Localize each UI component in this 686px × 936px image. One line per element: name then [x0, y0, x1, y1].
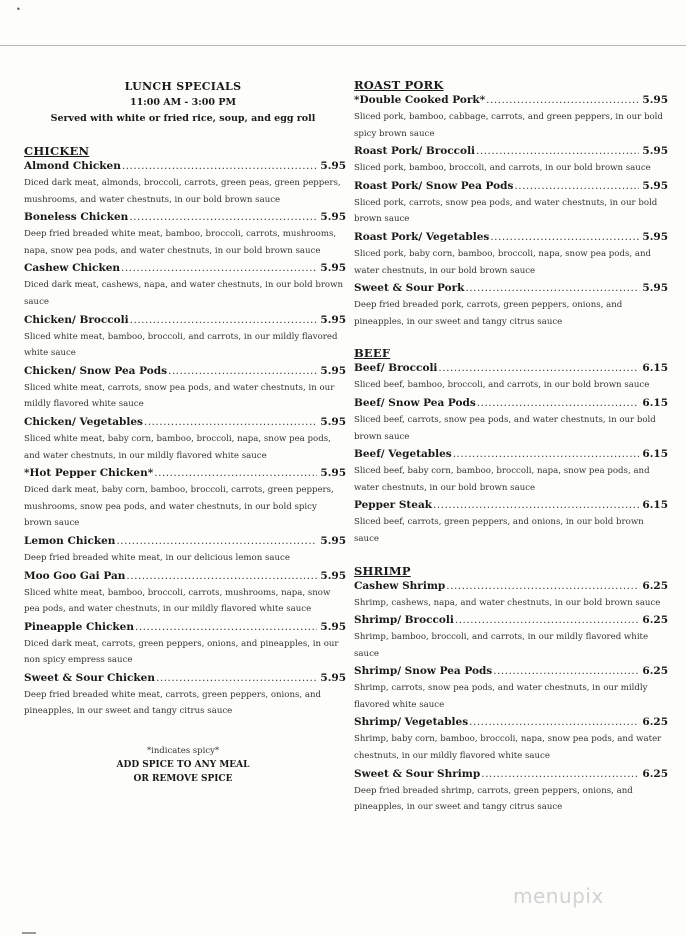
corner-mark: • — [16, 5, 21, 14]
menu-item — [354, 179, 668, 228]
menu-item-name: Cashew Chicken — [24, 262, 121, 275]
menu-item-line — [354, 93, 668, 108]
menu-item — [354, 498, 668, 547]
menu-item-name: Shrimp/ Broccoli — [354, 614, 454, 627]
menu-item-line — [24, 261, 346, 276]
remove-spice-note: OR REMOVE SPICE — [133, 774, 233, 785]
menu-item — [354, 144, 668, 177]
menu-item-price: 6.15 — [642, 448, 668, 461]
dot-leader — [490, 230, 639, 245]
roast-pork-items — [354, 93, 668, 330]
menu-item — [354, 281, 668, 330]
dot-leader — [453, 447, 640, 462]
menu-item-description: Deep fried breaded white meat, bamboo, broccoli, carrots, mushrooms, napa, snow pea pods, and water chestnuts, in our bold brown sauce — [24, 229, 337, 256]
dot-leader — [154, 466, 317, 481]
menu-item — [354, 93, 668, 142]
add-spice-note: ADD SPICE TO ANY MEAL — [116, 760, 250, 771]
menu-item — [354, 361, 668, 394]
spice-note — [24, 746, 342, 784]
dot-leader — [469, 715, 639, 730]
menu-item-description: Sliced white meat, baby corn, bamboo, broccoli, napa, snow pea pods, and water chestnuts, in our mildly flavored white sauce — [24, 433, 331, 461]
menu-item-description: Deep fried breaded white meat, in our delicious lemon sauce — [24, 552, 290, 563]
menu-item-line — [354, 179, 668, 194]
spicy-indicator-note: *indicates spicy* — [146, 746, 220, 757]
menu-item-name: Sweet & Sour Chicken — [24, 671, 155, 684]
menu-item-price: 5.95 — [642, 145, 668, 158]
dot-leader — [121, 261, 317, 276]
section-title-beef: BEEF — [354, 346, 391, 361]
menu-item-name: Beef/ Broccoli — [354, 362, 438, 375]
menu-item-line — [354, 664, 668, 679]
menu-item-line — [354, 498, 668, 513]
menu-item-price: 5.95 — [320, 313, 346, 326]
menu-item — [24, 671, 346, 720]
roast-pork-section — [354, 78, 668, 330]
chicken-section — [24, 144, 346, 720]
menu-item-price: 5.95 — [642, 179, 668, 192]
menu-item-line — [24, 159, 346, 174]
section-title-roast-pork: ROAST PORK — [354, 78, 444, 92]
menu-item-description: Sliced beef, baby corn, bamboo, broccoli, napa, snow pea pods, and water chestnuts, in our bold brown sauce — [354, 466, 650, 493]
page-title: LUNCH SPECIALS — [124, 80, 242, 93]
lunch-specials-header — [24, 80, 342, 124]
dot-leader — [144, 415, 318, 430]
menu-item-description: Sliced white meat, bamboo, broccoli, and carrots, in our mildly flavored white sauce — [24, 331, 338, 359]
dot-leader — [129, 210, 317, 225]
menu-item-name: *Hot Pepper Chicken* — [24, 467, 154, 480]
menu-item-line — [354, 715, 668, 730]
chicken-items — [24, 159, 346, 720]
section-title-shrimp: SHRIMP — [354, 563, 411, 578]
menu-item-price: 5.95 — [320, 160, 346, 172]
menu-item — [354, 447, 668, 496]
menu-item — [354, 664, 668, 713]
menu-item — [24, 620, 346, 669]
menu-item-name: Moo Goo Gai Pan — [24, 569, 126, 582]
menu-item-description: Shrimp, baby corn, bamboo, broccoli, napa, snow pea pods, and water chestnuts, in our mildly flavored white sauce — [354, 734, 662, 762]
menu-item-line — [354, 361, 668, 376]
menu-item — [24, 261, 346, 310]
menu-item-price: 6.25 — [642, 716, 668, 729]
menu-item-line — [24, 534, 346, 549]
menu-item-line — [354, 579, 668, 594]
menu-item-description: Diced dark meat, almonds, broccoli, carrots, green peas, green peppers, mushrooms, and water chestnuts, in our bold brown sauce — [24, 178, 341, 205]
menu-item-description: Diced dark meat, cashews, napa, and water chestnuts, in our bold brown sauce — [24, 280, 343, 307]
menu-item-price: 5.95 — [320, 671, 346, 684]
menu-item-price: 6.25 — [642, 579, 668, 592]
menu-item-name: Pineapple Chicken — [24, 620, 134, 633]
menu-item-line — [24, 671, 346, 686]
shrimp-section — [354, 564, 668, 816]
menu-item-name: Beef/ Vegetables — [354, 448, 452, 461]
menu-item-price: 5.95 — [320, 620, 346, 633]
dot-leader — [168, 364, 317, 379]
menu-item-price: 5.95 — [642, 282, 668, 295]
section-title-chicken: CHICKEN — [24, 144, 90, 158]
menu-item-line — [24, 466, 346, 481]
dot-leader — [476, 144, 639, 159]
menu-item-line — [354, 144, 668, 159]
dot-leader — [116, 534, 317, 549]
menu-item-description: Sliced beef, bamboo, broccoli, and carrots, in our bold brown sauce — [354, 380, 650, 391]
menu-item-price: 6.25 — [642, 614, 668, 627]
menu-item-price: 6.15 — [642, 396, 668, 409]
dot-leader — [122, 159, 318, 174]
dot-leader — [477, 396, 640, 411]
menu-item-line — [354, 767, 668, 782]
dot-leader — [130, 313, 318, 328]
menu-item-name: Chicken/ Vegetables — [24, 415, 143, 428]
dot-leader — [433, 498, 639, 513]
menu-item-price: 5.95 — [320, 211, 346, 224]
menu-item-price: 5.95 — [642, 230, 668, 243]
beef-items — [354, 361, 668, 547]
menu-item-name: Chicken/ Snow Pea Pods — [24, 364, 167, 377]
menu-item-line — [24, 364, 346, 379]
right-column — [354, 78, 668, 818]
menu-item-line — [24, 210, 346, 225]
menu-item-name: Shrimp/ Snow Pea Pods — [354, 665, 493, 678]
menu-item — [24, 466, 346, 532]
menu-item-name: *Double Cooked Pork* — [354, 94, 486, 106]
dot-leader — [156, 671, 317, 686]
menu-item — [24, 210, 346, 259]
menu-item-name: Lemon Chicken — [24, 534, 116, 547]
dot-leader — [438, 361, 639, 376]
menu-item-line — [24, 313, 346, 328]
menu-item-name: Cashew Shrimp — [354, 579, 446, 592]
menupix-watermark: menupix — [513, 884, 604, 908]
menu-item-name: Boneless Chicken — [24, 211, 129, 224]
menu-item — [354, 579, 668, 612]
menu-item-name: Almond Chicken — [24, 160, 121, 172]
menu-item-name: Chicken/ Broccoli — [24, 313, 129, 326]
menu-item-price: 5.95 — [320, 364, 346, 377]
menu-item-line — [354, 396, 668, 411]
menu-item-description: Shrimp, carrots, snow pea pods, and water chestnuts, in our mildly flavored white sauce — [354, 683, 648, 710]
menu-item-price: 6.15 — [642, 499, 668, 512]
menu-item-price: 5.95 — [320, 262, 346, 275]
beef-section — [354, 346, 668, 547]
menu-item-description: Shrimp, bamboo, broccoli, and carrots, in our mildly flavored white sauce — [354, 632, 649, 659]
menu-item — [24, 415, 346, 464]
menu-item-description: Sliced pork, bamboo, broccoli, and carrots, in our bold brown sauce — [354, 163, 651, 174]
menu-item-line — [24, 415, 346, 430]
menu-item — [354, 613, 668, 662]
menu-item-price: 5.95 — [320, 467, 346, 480]
menu-item-name: Roast Pork/ Broccoli — [354, 145, 476, 158]
dot-leader — [446, 579, 639, 594]
serving-hours: 11:00 AM - 3:00 PM — [129, 97, 236, 108]
menu-item — [354, 715, 668, 764]
dot-leader — [455, 613, 640, 628]
menu-item — [24, 569, 346, 618]
menu-item-description: Sliced pork, carrots, snow pea pods, and water chestnuts, in our bold brown sauce — [354, 197, 658, 225]
menu-item-description: Sliced white meat, carrots, snow pea pods, and water chestnuts, in our mildly flavored white sauce — [24, 382, 335, 410]
menu-item-description: Sliced beef, carrots, snow pea pods, and water chestnuts, in our bold brown sauce — [354, 414, 656, 442]
dot-leader — [126, 569, 317, 584]
menu-item-description: Diced dark meat, baby corn, bamboo, broccoli, carrots, green peppers, mushrooms, snow pea pods, and water chestnuts, in our bold spicy brown sauce — [24, 485, 334, 529]
menu-item-name: Roast Pork/ Snow Pea Pods — [354, 179, 514, 192]
menu-item-description: Diced dark meat, carrots, green peppers, onions, and pineapples, in our non spicy empress sauce — [24, 638, 339, 666]
menu-item-price: 5.95 — [320, 534, 346, 547]
dot-leader — [481, 767, 639, 782]
page-divider — [0, 45, 686, 46]
dot-leader — [486, 93, 639, 108]
menu-item-description: Deep fried breaded pork, carrots, green peppers, onions, and pineapples, in our sweet and tangy citrus sauce — [354, 300, 623, 327]
menu-item — [24, 364, 346, 413]
menu-item-description: Deep fried breaded shrimp, carrots, green peppers, onions, and pineapples, in our sweet and tangy citrus sauce — [354, 785, 633, 813]
dot-leader — [493, 664, 639, 679]
menu-item-line — [354, 230, 668, 245]
menu-item-description: Sliced pork, bamboo, cabbage, carrots, and green peppers, in our bold spicy brown sauce — [354, 112, 663, 139]
menu-item-description: Sliced beef, carrots, green peppers, and onions, in our bold brown sauce — [354, 517, 644, 544]
left-column — [24, 78, 346, 784]
bottom-edge-mark — [22, 932, 36, 934]
menu-item-price: 6.25 — [642, 665, 668, 678]
menu-item — [354, 230, 668, 279]
menu-item — [354, 767, 668, 816]
menu-item-name: Sweet & Sour Shrimp — [354, 767, 481, 780]
menu-item-line — [24, 569, 346, 584]
shrimp-items — [354, 579, 668, 816]
menu-item — [354, 396, 668, 445]
menu-item — [24, 313, 346, 362]
menu-item-price: 5.95 — [642, 94, 668, 106]
menu-item-name: Sweet & Sour Pork — [354, 282, 465, 295]
menu-item-line — [354, 447, 668, 462]
menu-item-name: Pepper Steak — [354, 499, 433, 512]
menu-item-price: 6.15 — [642, 362, 668, 375]
menu-item-line — [24, 620, 346, 635]
menu-item-price: 6.25 — [642, 767, 668, 780]
menu-item-line — [354, 613, 668, 628]
menu-item-description: Sliced white meat, bamboo, broccoli, carrots, mushrooms, napa, snow pea pods, and water chestnuts, in our mildly flavored white sauce — [24, 587, 331, 615]
menu-item — [24, 534, 346, 567]
menu-item-price: 5.95 — [320, 415, 346, 428]
served-with-note: Served with white or fried rice, soup, and egg roll — [50, 113, 316, 124]
menu-item-name: Shrimp/ Vegetables — [354, 716, 469, 729]
dot-leader — [465, 281, 639, 296]
menu-item-description: Deep fried breaded white meat, carrots, green peppers, onions, and pineapples, in our sweet and tangy citrus sauce — [24, 689, 322, 717]
dot-leader — [514, 179, 639, 194]
menu-item-description: Shrimp, cashews, napa, and water chestnuts, in our bold brown sauce — [354, 597, 661, 608]
menu-item-price: 5.95 — [320, 569, 346, 582]
menu-item-line — [354, 281, 668, 296]
menu-item-name: Roast Pork/ Vegetables — [354, 230, 490, 243]
menu-item-description: Sliced pork, baby corn, bamboo, broccoli, napa, snow pea pods, and water chestnuts, in our bold brown sauce — [354, 248, 652, 276]
menu-item-name: Beef/ Snow Pea Pods — [354, 396, 476, 409]
dot-leader — [135, 620, 317, 635]
menu-item — [24, 159, 346, 208]
